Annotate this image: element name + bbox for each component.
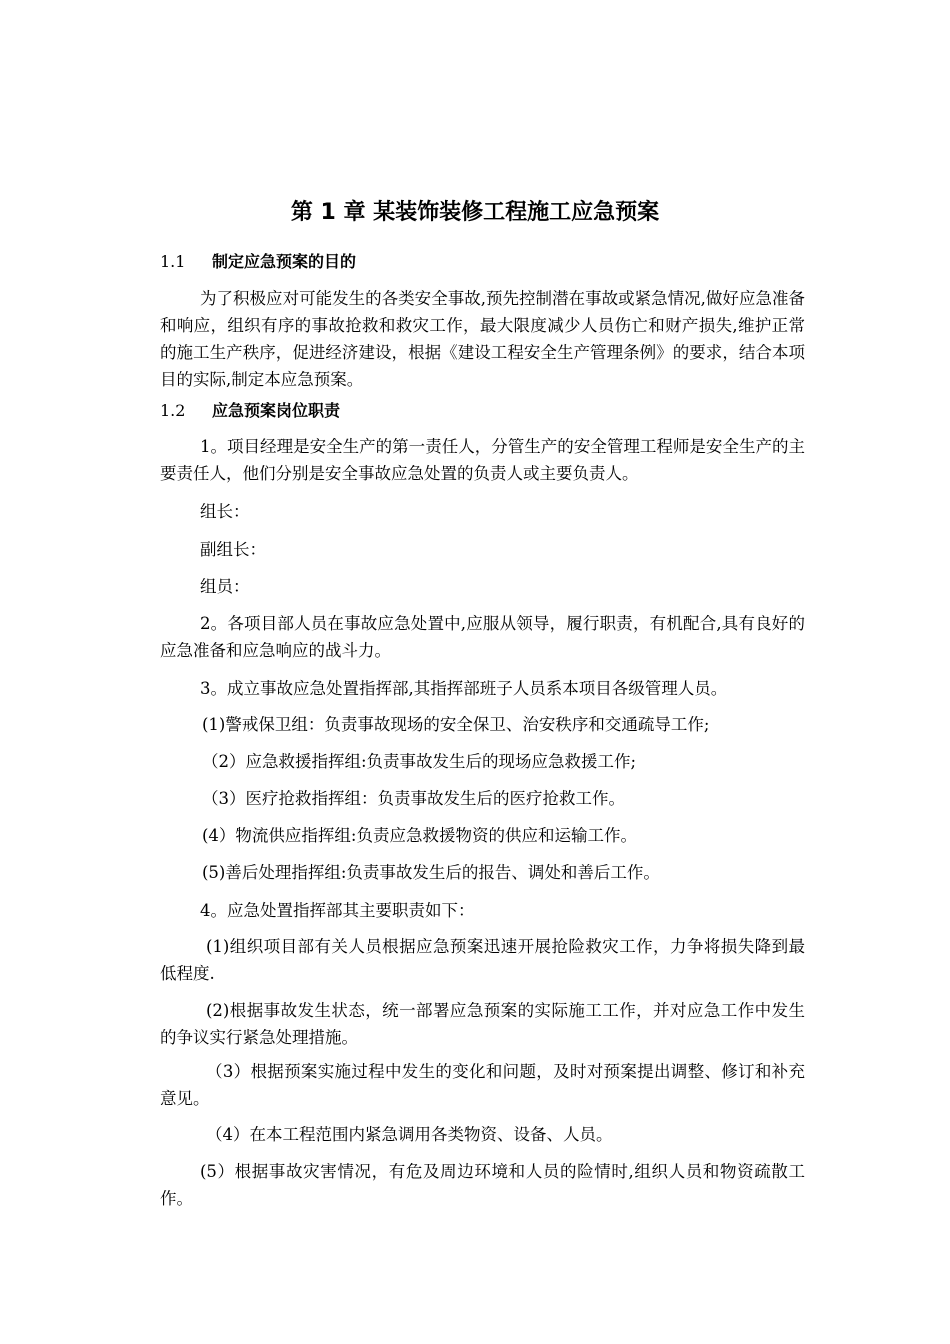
list-item: (2)根据事故发生状态，统一部署应急预案的实际施工工作，并对应急工作中发生的争议实行紧急处理措施。 (160, 1001, 805, 1047)
list-item: （2）应急救援指挥组:负责事故发生后的现场应急救援工作; (202, 752, 637, 771)
list-item: (1)警戒保卫组：负责事故现场的安全保卫、治安秩序和交通疏导工作; (202, 715, 710, 734)
list-item: (4）物流供应指挥组:负责应急救援物资的供应和运输工作。 (202, 826, 637, 845)
paragraph: 组员： (200, 577, 250, 596)
list-item: (1)组织项目部有关人员根据应急预案迅速开展抢险救灾工作，力争将损失降到最低程度. (160, 937, 805, 983)
paragraph: 4。应急处置指挥部其主要职责如下： (200, 901, 475, 920)
paragraph: 3。成立事故应急处置指挥部,其指挥部班子人员系本项目各级管理人员。 (200, 679, 728, 698)
paragraph: 2。各项目部人员在事故应急处置中,应服从领导，履行职责，有机配合,具有良好的应急准备和应急响应的战斗力。 (160, 614, 805, 660)
paragraph: 副组长： (200, 540, 266, 559)
paragraph: 组长： (200, 502, 250, 521)
section-title: 应急预案岗位职责 (212, 401, 341, 420)
list-item: （3）根据预案实施过程中发生的变化和问题，及时对预案提出调整、修订和补充意见。 (160, 1062, 805, 1108)
paragraph: 1。项目经理是安全生产的第一责任人，分管生产的安全管理工程师是安全生产的主要责任人，他们分别是安全事故应急处置的负责人或主要负责人。 (160, 437, 805, 483)
section-title: 制定应急预案的目的 (212, 252, 357, 271)
chapter-title: 第 1 章 某装饰装修工程施工应急预案 (290, 200, 660, 225)
section-number: 1.2 (160, 401, 186, 420)
list-item: （4）在本工程范围内紧急调用各类物资、设备、人员。 (206, 1125, 613, 1144)
list-item: （3）医疗抢救指挥组：负责事故发生后的医疗抢救工作。 (202, 789, 625, 808)
list-item: (5）根据事故灾害情况，有危及周边环境和人员的险情时,组织人员和物资疏散工作。 (160, 1162, 805, 1208)
section-heading (160, 399, 340, 423)
section-number: 1.1 (160, 252, 186, 271)
section-heading (160, 250, 356, 274)
list-item: (5)善后处理指挥组:负责事故发生后的报告、调处和善后工作。 (202, 863, 660, 882)
paragraph: 为了积极应对可能发生的各类安全事故,预先控制潜在事故或紧急情况,做好应急准备和响应，组织有序的事故抢救和救灾工作，最大限度减少人员伤亡和财产损失,维护正常的施工生产秩序，促进经济建设，根据《建设工程安全生产管理条例》的要求，结合本项目的实际,制定本应急预案。 (160, 289, 805, 389)
